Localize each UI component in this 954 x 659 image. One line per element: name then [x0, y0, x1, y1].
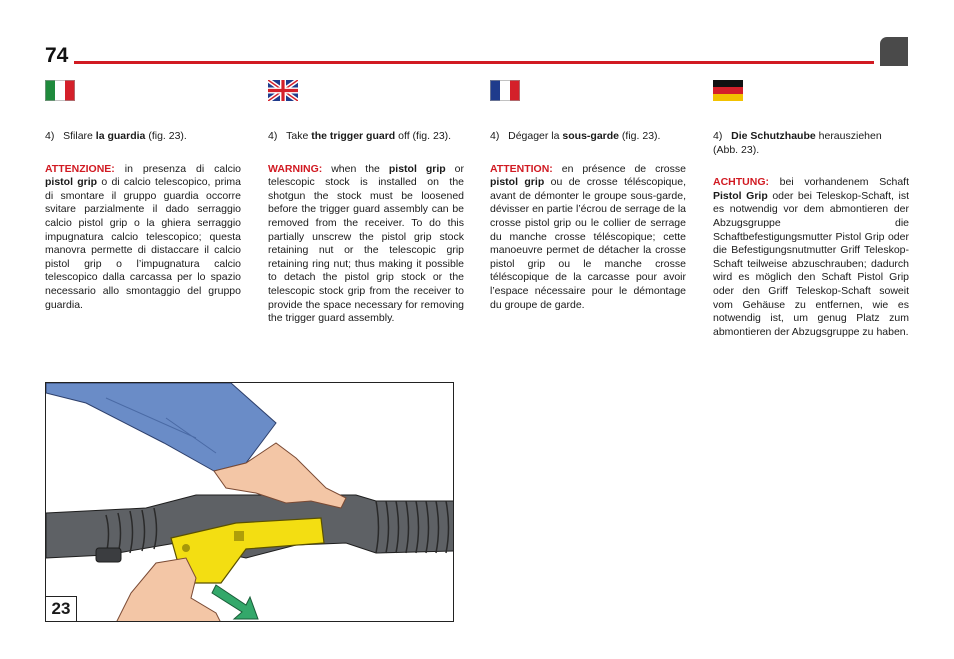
step-text: 4) Die Schutzhaube herausziehen (Abb. 23). [713, 130, 882, 156]
warning-text: ACHTUNG: bei vorhandenem Schaft Pistol Grip oder bei Teleskop-Schaft, ist es notwendig vor dem abmontieren der Abzugsgruppe die Schaftbefestigungsmutter Pistol Grip oder die Befestigungsnutmutter Griff Teleskop-Schaft teilweise abzuschrauben; dadurch wird es möglich den Schaft Pistol Grip oder den Griff Teleskop-Schaft soweit vom Gehäuse zu entfernen, wie es notwendig ist, um genug Platz zum abmontieren der Abzugsgruppe zu haben. [713, 176, 909, 338]
italy-flag-icon [45, 80, 75, 101]
page-number: 74 [45, 44, 69, 67]
uk-flag-icon [268, 80, 298, 101]
warning-text: WARNING: when the pistol grip or telescopic stock is installed on the shotgun the stock must be loosened before the trigger guard assembly can be removed from the receiver. To do this partially unscrew the pistol grip stock retaining nut or the telescopic grip retaining ring nut; thus making it possible to detach the pistol grip stock or the telescopic stock grip from the receiver to provide the space necessary for removing the trigger guard assembly. [268, 162, 464, 325]
corner-tab [880, 37, 908, 66]
warning-text: ATTENZIONE: in presenza di calcio pistol grip o di calcio telescopico, prima di smontare il gruppo guardia occorre svitare parzialmente il dado serraggio calcio pistol grip o la ghiera serraggio impugnatura calcio telescopico; questa manovra permette di distaccare il calcio pistol grip o l’impugnatura calcio telescopico dalla carcassa per lo spazio necessario allo smontaggio del gruppo guardia. [45, 162, 242, 311]
step-text: 4) Take the trigger guard off (fig. 23). [268, 130, 452, 142]
column-english [268, 80, 464, 326]
trigger-guard-removal-illustration [46, 383, 454, 622]
step-text: 4) Sfilare la guardia (fig. 23). [45, 130, 187, 142]
column-german [713, 80, 909, 339]
step-text: 4) Dégager la sous-garde (fig. 23). [490, 130, 661, 142]
figure-number: 23 [46, 596, 77, 621]
column-italian [45, 80, 241, 312]
column-french [490, 80, 686, 312]
germany-flag-icon [713, 80, 743, 101]
france-flag-icon [490, 80, 520, 101]
warning-text: ATTENTION: en présence de crosse pistol grip ou de crosse téléscopique, avant de démonter le groupe sous-garde, dévisser en partie l’écrou de serrage de la crosse pistol grip ou le collier de serrage du manche crosse téléscopique; cette manoeuvre permet de détacher la crosse pistol grip ou le manche crosse téléscopique de la carcasse pour avoir l’espace nécessaire pour le démontage du groupe de garde. [490, 162, 686, 311]
header-rule [74, 61, 874, 64]
figure-23 [45, 382, 454, 622]
